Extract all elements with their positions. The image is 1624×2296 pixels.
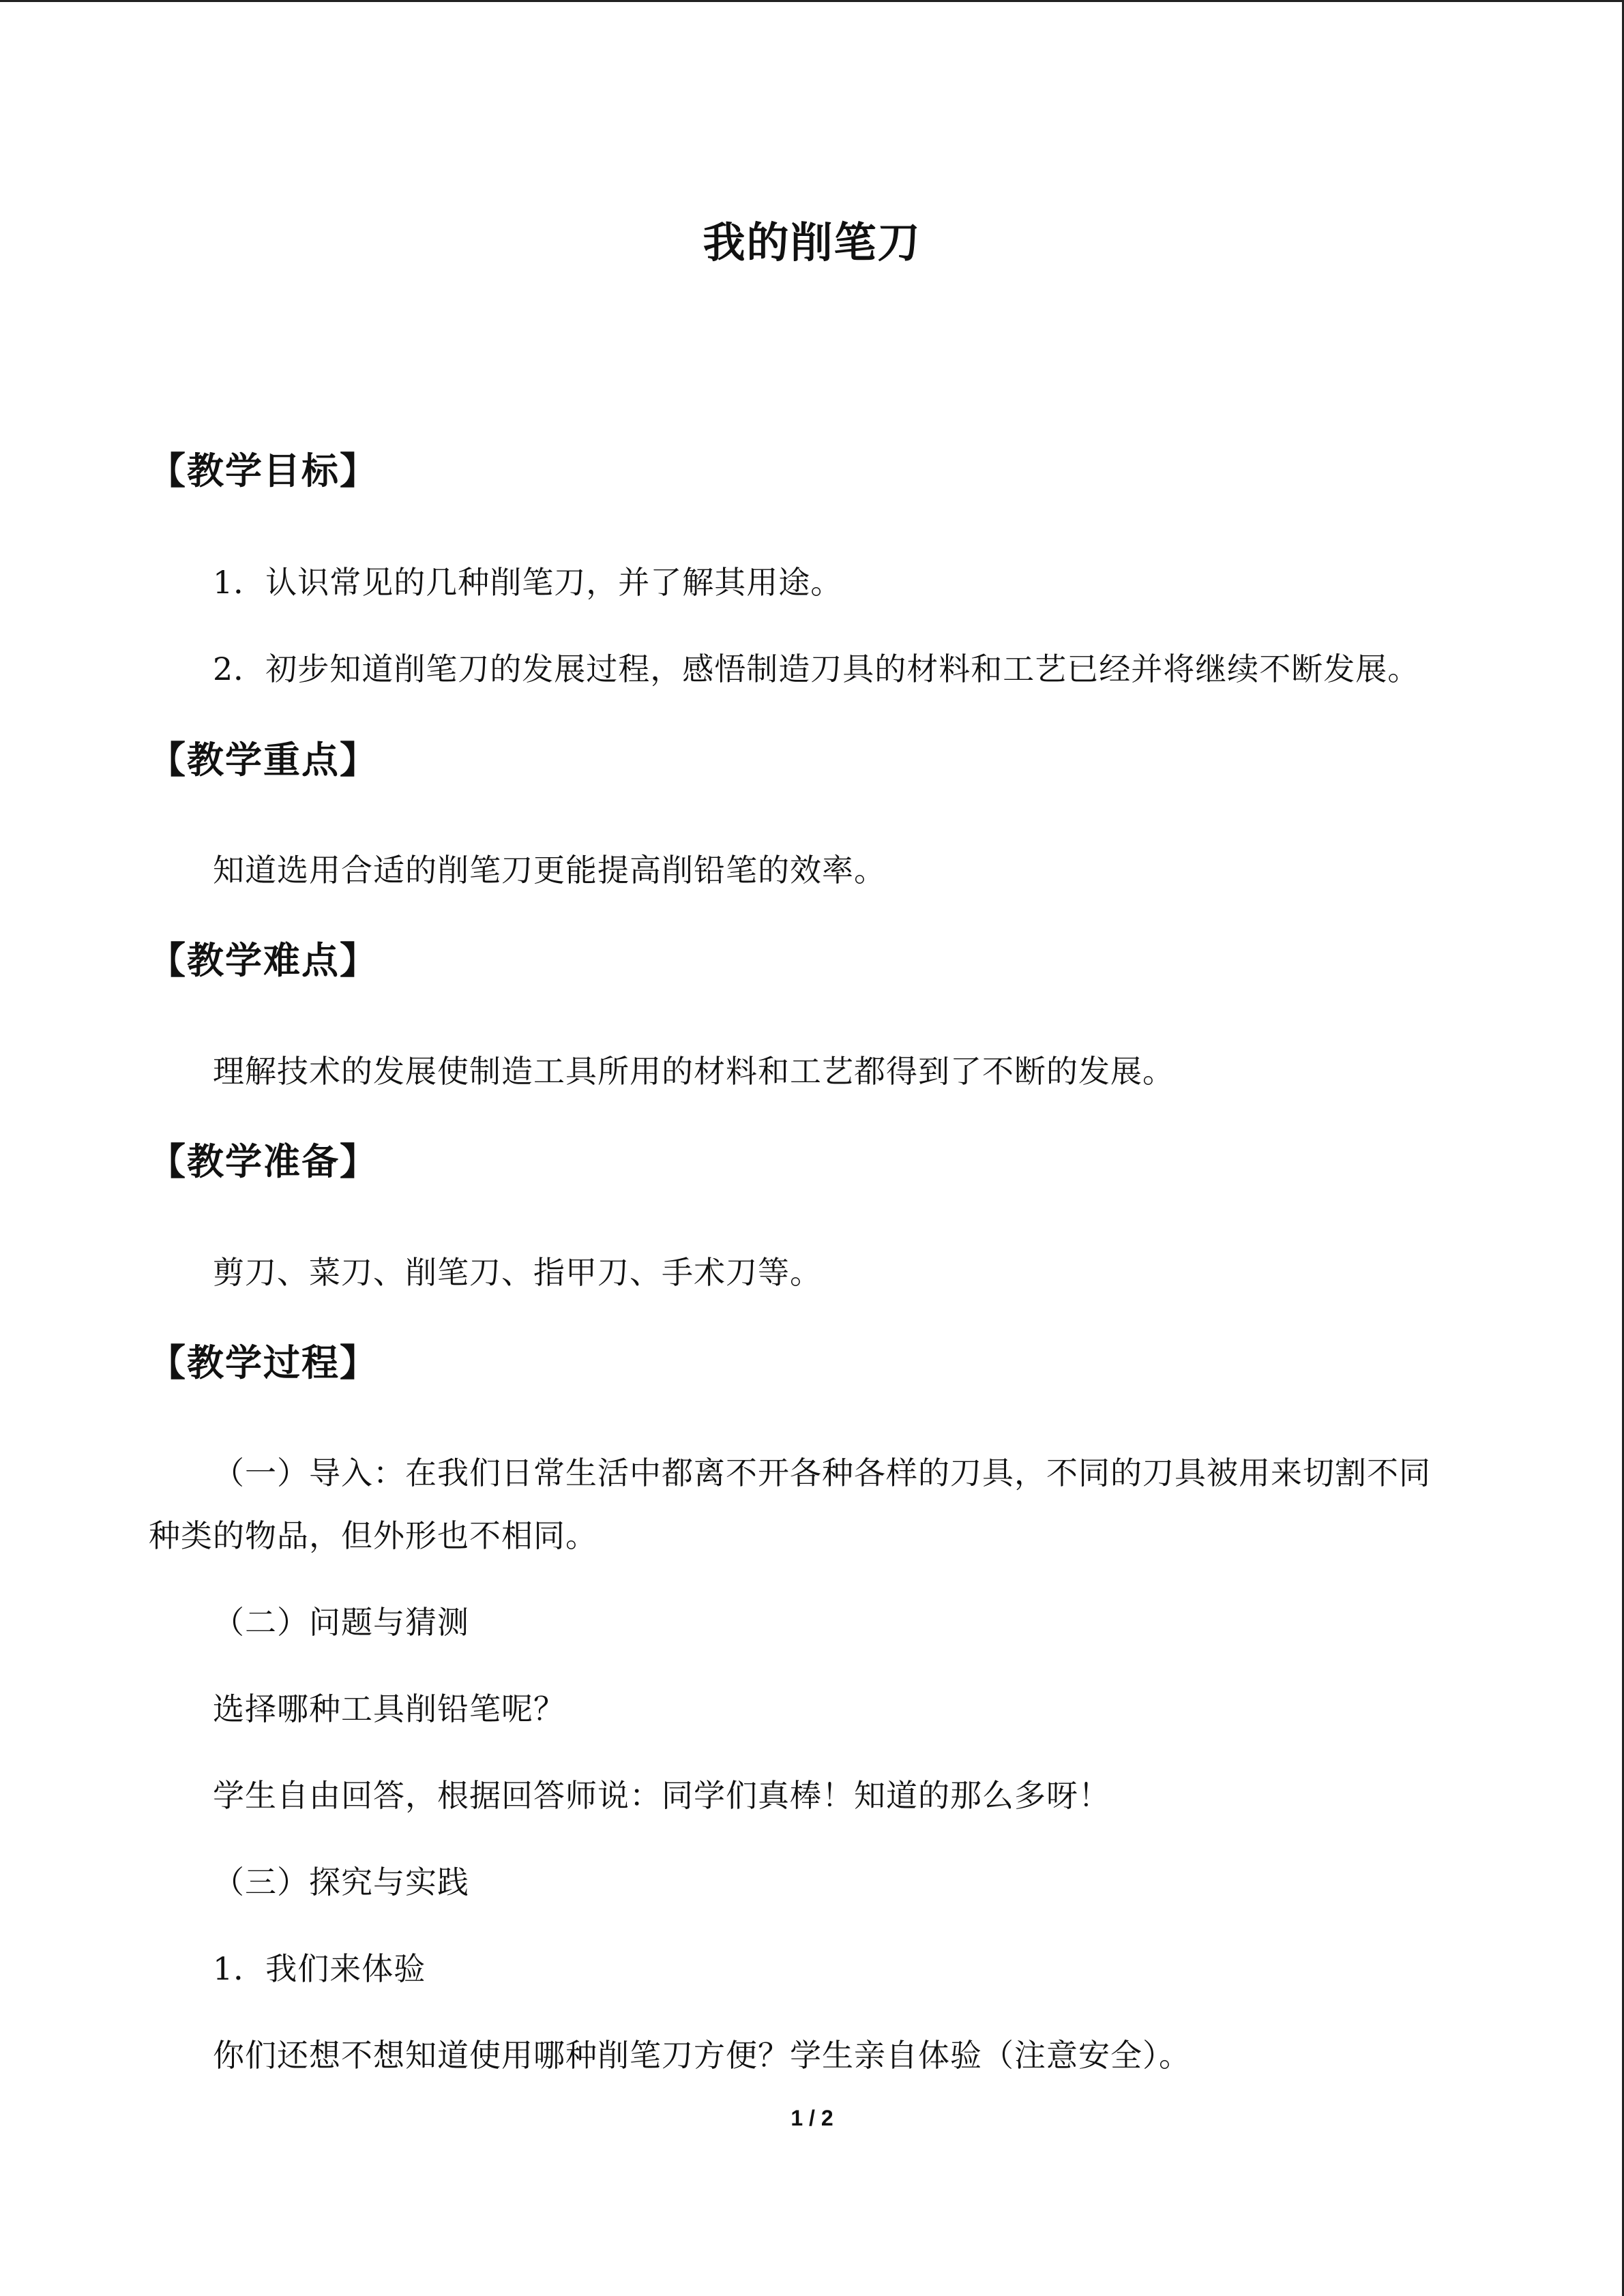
process-intro-line-2: 种类的物品，但外形也不相同。	[149, 1517, 597, 1554]
heading-process: 【教学过程】	[149, 1341, 378, 1384]
process-part2-question: 选择哪种工具削铅笔呢？	[213, 1690, 565, 1727]
heading-objectives: 【教学目标】	[149, 449, 378, 492]
objective-item-1: 1．认识常见的几种削笔刀，并了解其用途。	[213, 564, 843, 601]
heading-preparation: 【教学准备】	[149, 1140, 378, 1183]
heading-key-points: 【教学重点】	[149, 739, 378, 781]
objective-item-2: 2．初步知道削笔刀的发展过程，感悟制造刀具的材料和工艺已经并将继续不断发展。	[213, 651, 1420, 687]
difficulties-text: 理解技术的发展使制造工具所用的材料和工艺都得到了不断的发展。	[213, 1053, 1175, 1090]
process-part2-answer: 学生自由回答，根据回答师说：同学们真棒！知道的那么多呀！	[213, 1777, 1110, 1814]
key-points-text: 知道选用合适的削笔刀更能提高削铅笔的效率。	[213, 852, 886, 889]
process-part3-step1: 1．我们来体验	[213, 1950, 426, 1987]
page-border-top	[0, 0, 1624, 2]
process-part3-step1-text: 你们还想不想知道使用哪种削笔刀方便？学生亲自体验（注意安全）。	[213, 2037, 1191, 2074]
process-intro-line-1: （一）导入：在我们日常生活中都离不开各种各样的刀具，不同的刀具被用来切割不同	[213, 1455, 1431, 1491]
process-part3-title: （三）探究与实践	[213, 1864, 469, 1900]
preparation-text: 剪刀、菜刀、削笔刀、指甲刀、手术刀等。	[213, 1254, 822, 1291]
page-number: 1 / 2	[791, 2106, 833, 2130]
heading-difficulties: 【教学难点】	[149, 939, 378, 982]
document-title: 我的削笔刀	[703, 218, 921, 267]
process-part2-title: （二）问题与猜测	[213, 1604, 469, 1641]
